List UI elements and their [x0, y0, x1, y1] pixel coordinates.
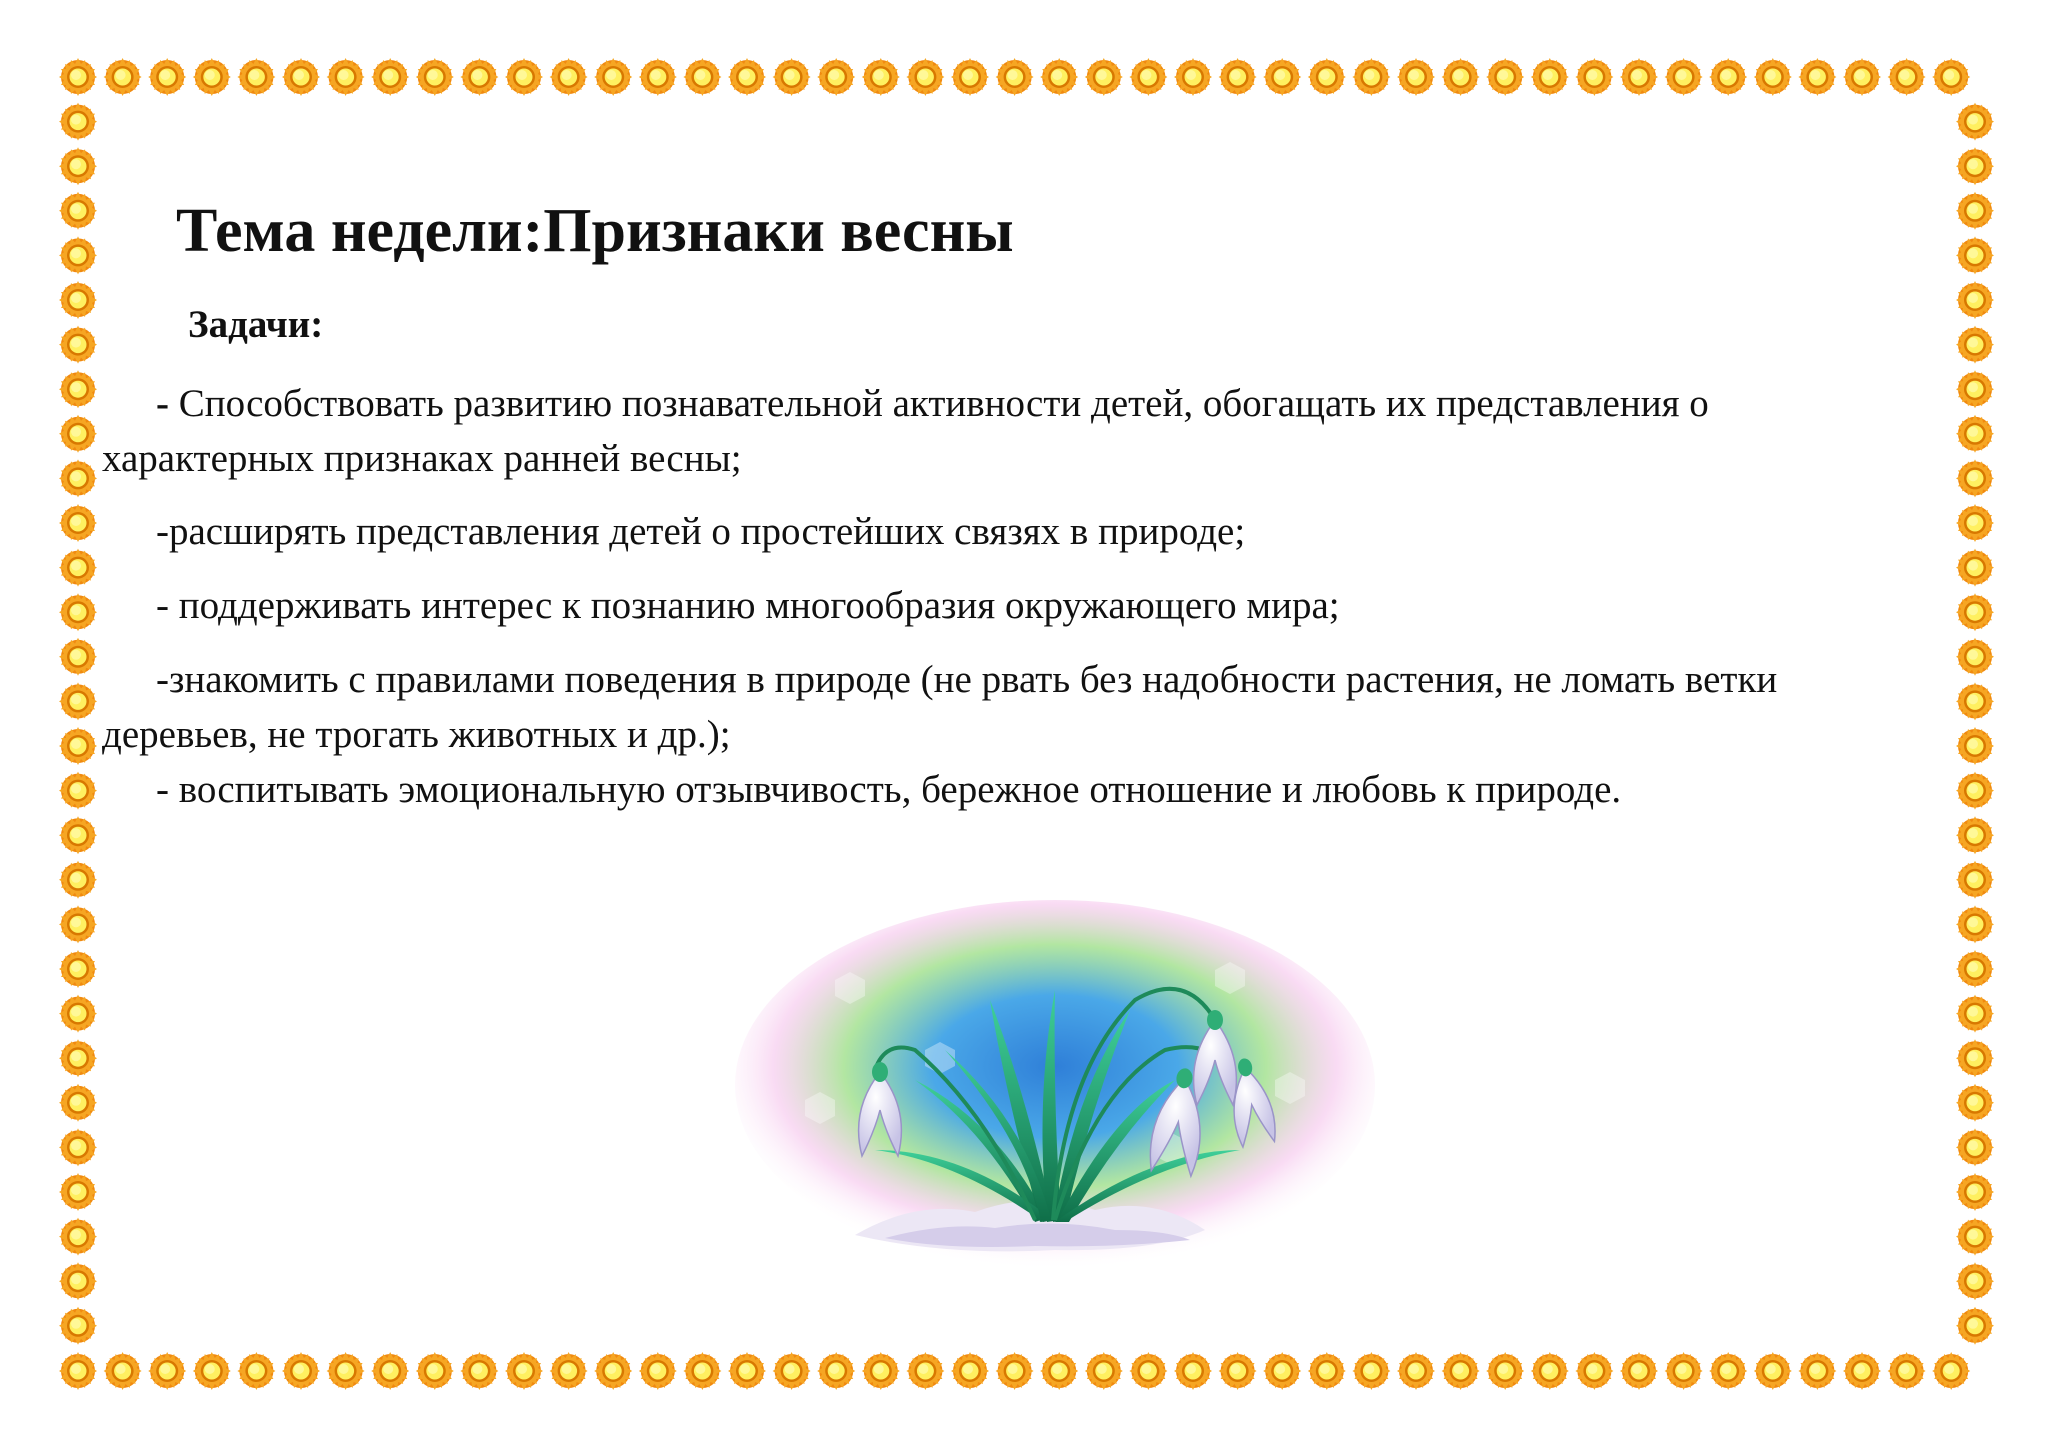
- task-dash: -: [156, 382, 169, 425]
- page-title: Тема недели:Признаки весны: [176, 197, 1014, 265]
- task-item-4: -знакомить с правилами поведения в природе (не рвать без надобности растения, не ломать ветки: [156, 658, 1778, 701]
- tasks-heading: Задачи:: [188, 303, 324, 346]
- task-item-1-continuation: характерных признаках ранней весны;: [102, 437, 742, 480]
- task-item-5: - воспитывать эмоциональную отзывчивость, бережное отношение и любовь к природе.: [156, 768, 1622, 811]
- task-item-3: - поддерживать интерес к познанию многообразия окружающего мира;: [156, 584, 1340, 627]
- task-item-1: [102, 376, 1992, 431]
- snowdrop-flowers-illustration: [735, 900, 1375, 1280]
- task-item-2: -расширять представления детей о простейших связях в природе;: [156, 510, 1246, 553]
- task-text: Способствовать развитию познавательной активности детей, обогащать их представления о: [169, 382, 1709, 425]
- task-item-4-continuation: деревьев, не трогать животных и др.);: [102, 713, 731, 756]
